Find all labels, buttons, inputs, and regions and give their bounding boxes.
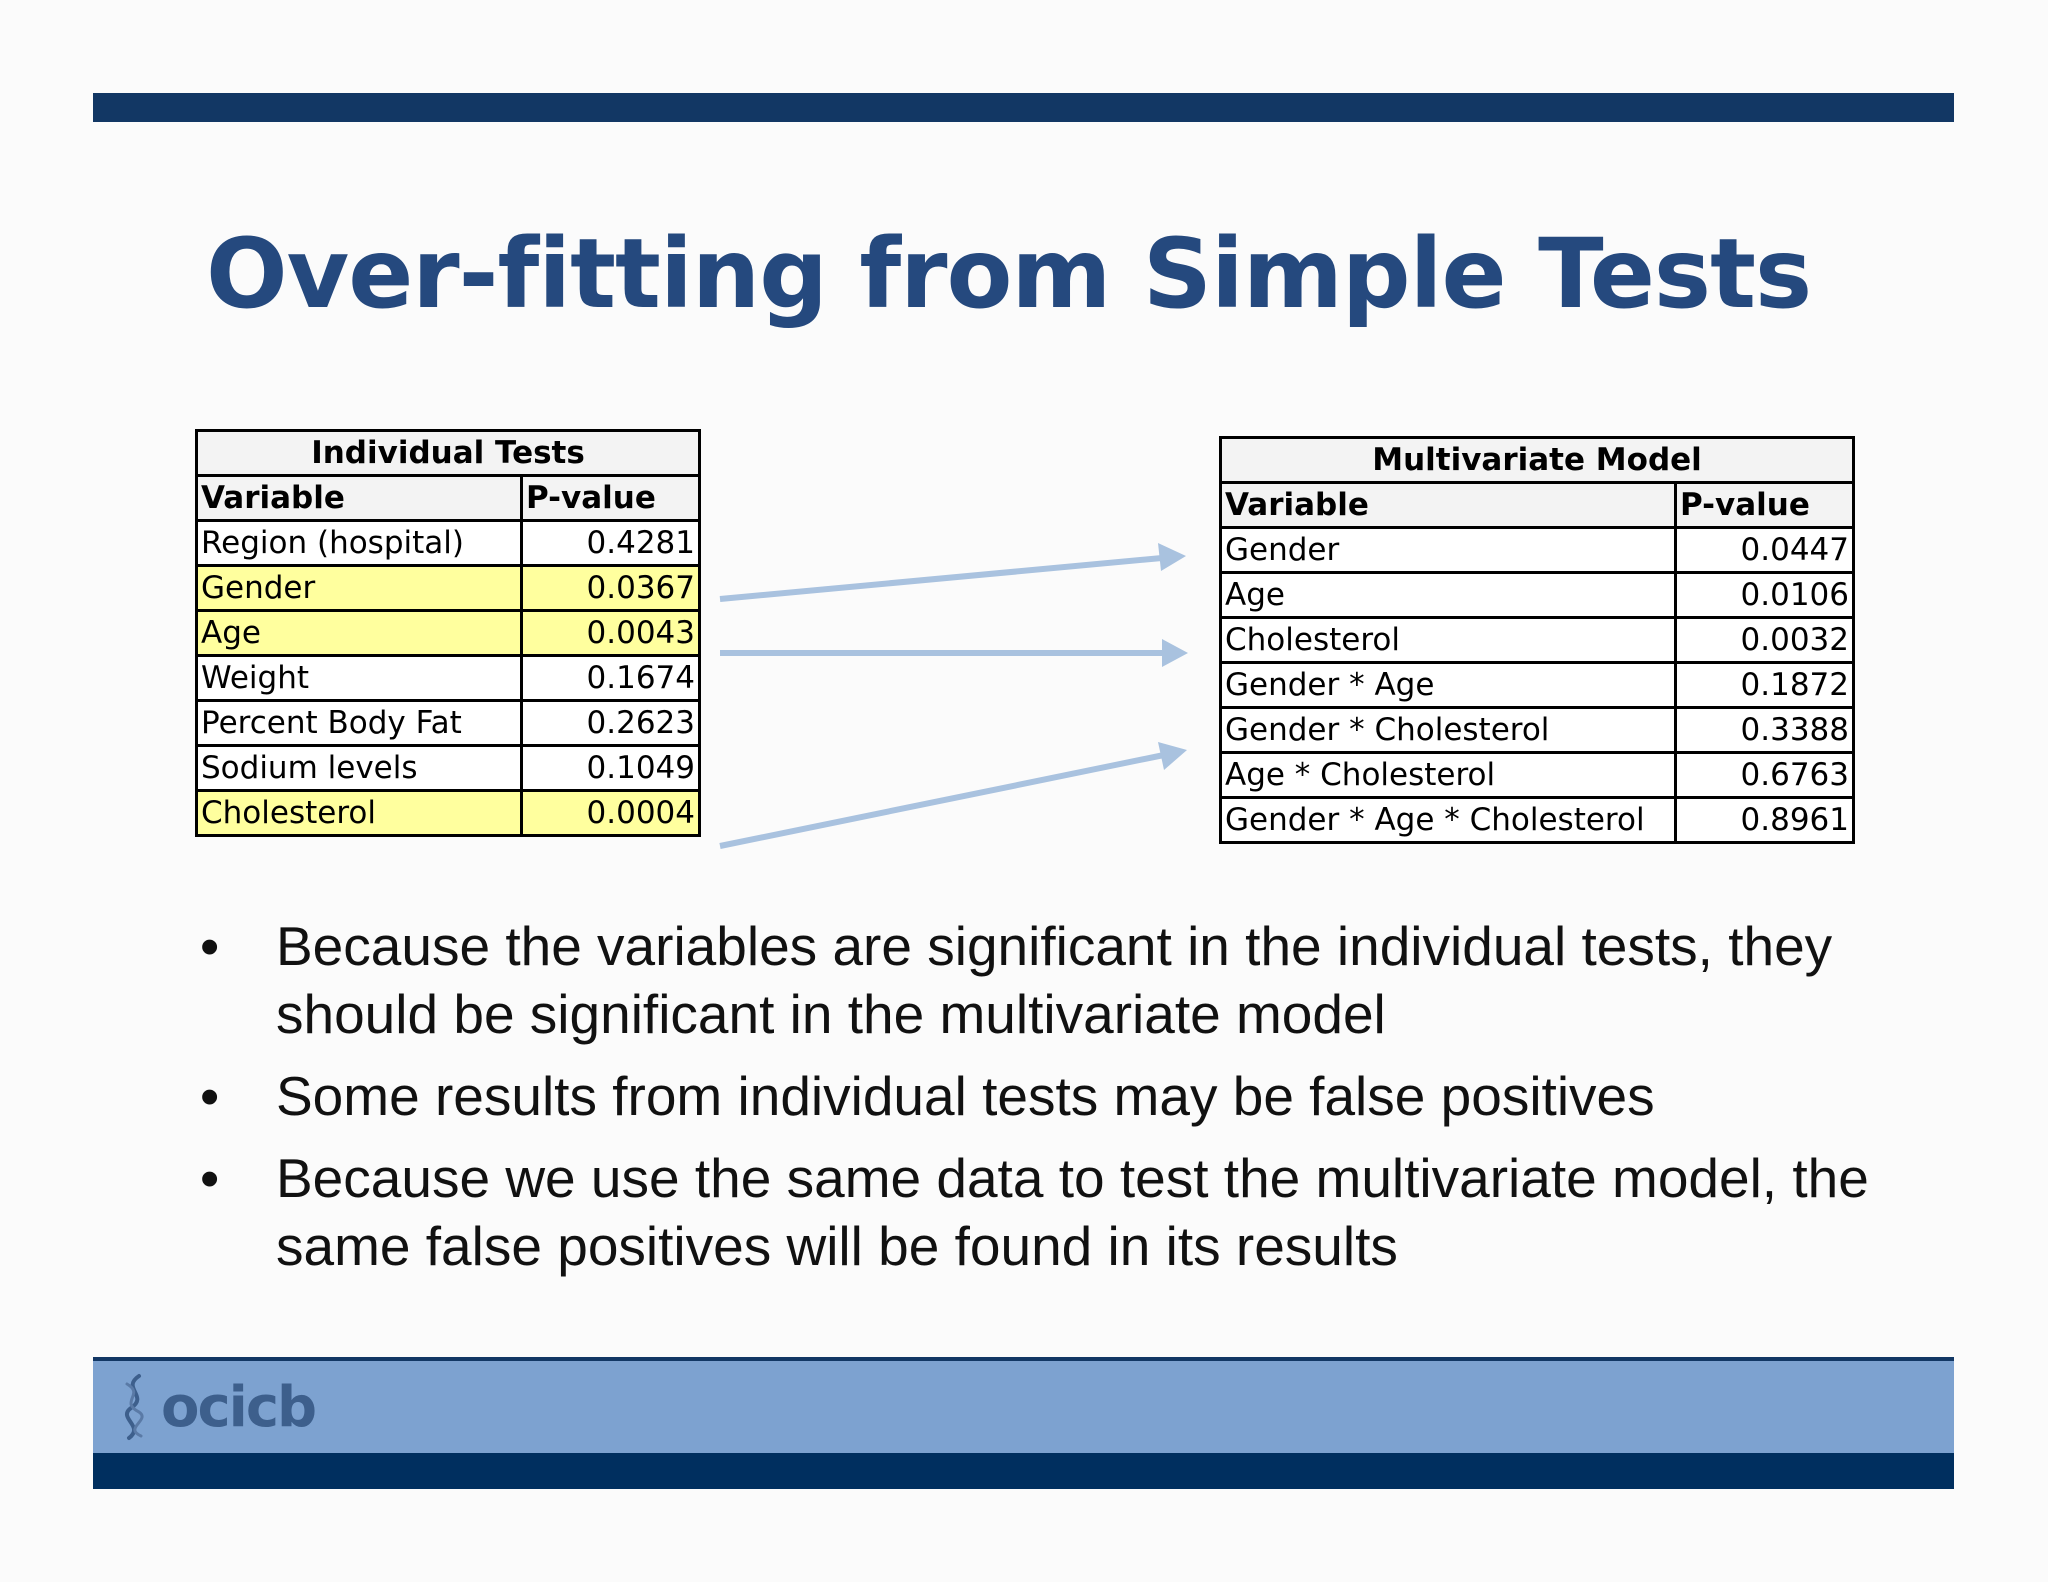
variable-cell: Gender * Age xyxy=(1221,663,1676,708)
bullet-item xyxy=(200,912,1900,1048)
column-header-p-value: P-value xyxy=(1676,483,1854,528)
arrow-age xyxy=(720,639,1188,667)
variable-cell: Weight xyxy=(197,656,522,701)
p-value-cell: 0.1049 xyxy=(522,746,700,791)
p-value-cell: 0.0106 xyxy=(1676,573,1854,618)
p-value-cell: 0.0004 xyxy=(522,791,700,836)
p-value-cell: 0.0367 xyxy=(522,566,700,611)
bullet-dot: • xyxy=(200,1147,220,1209)
variable-cell: Gender xyxy=(197,566,522,611)
p-value-cell: 0.6763 xyxy=(1676,753,1854,798)
p-value-cell: 0.1872 xyxy=(1676,663,1854,708)
table-caption: Multivariate Model xyxy=(1221,438,1854,483)
variable-cell: Gender * Age * Cholesterol xyxy=(1221,798,1676,843)
p-value-cell: 0.1674 xyxy=(522,656,700,701)
variable-cell: Cholesterol xyxy=(1221,618,1676,663)
bullet-item xyxy=(200,1144,1900,1280)
bullet-list xyxy=(200,912,1900,1294)
bullet-text: Because we use the same data to test the multivariate model, the same false positives will be found in its results xyxy=(276,1147,1869,1277)
variable-cell: Sodium levels xyxy=(197,746,522,791)
bullet-dot: • xyxy=(200,915,220,977)
ocicb-logo xyxy=(115,1372,315,1442)
variable-cell: Gender xyxy=(1221,528,1676,573)
p-value-cell: 0.8961 xyxy=(1676,798,1854,843)
column-header-variable: Variable xyxy=(197,476,522,521)
p-value-cell: 0.0043 xyxy=(522,611,700,656)
bullet-text: Some results from individual tests may be false positives xyxy=(276,1065,1655,1127)
arrow-gender xyxy=(720,543,1186,599)
bullet-item xyxy=(200,1062,1900,1130)
p-value-cell: 0.2623 xyxy=(522,701,700,746)
arrow-cholesterol xyxy=(720,742,1187,846)
table-caption: Individual Tests xyxy=(197,431,700,476)
slide-title: Over-fitting from Simple Tests xyxy=(206,218,1812,330)
logo-text: ocicb xyxy=(161,1374,316,1440)
variable-cell: Age xyxy=(197,611,522,656)
p-value-cell: 0.4281 xyxy=(522,521,700,566)
p-value-cell: 0.0447 xyxy=(1676,528,1854,573)
p-value-cell: 0.3388 xyxy=(1676,708,1854,753)
bullet-dot: • xyxy=(200,1065,220,1127)
footer-band xyxy=(93,1357,1954,1453)
variable-cell: Percent Body Fat xyxy=(197,701,522,746)
column-header-p-value: P-value xyxy=(522,476,700,521)
variable-cell: Age * Cholesterol xyxy=(1221,753,1676,798)
p-value-cell: 0.0032 xyxy=(1676,618,1854,663)
variable-cell: Region (hospital) xyxy=(197,521,522,566)
footer-bar xyxy=(93,1453,1954,1489)
dna-helix-icon xyxy=(115,1372,157,1442)
variable-cell: Cholesterol xyxy=(197,791,522,836)
bullet-text: Because the variables are significant in the individual tests, they should be significant in the multivariate model xyxy=(276,915,1833,1045)
column-header-variable: Variable xyxy=(1221,483,1676,528)
variable-cell: Gender * Cholesterol xyxy=(1221,708,1676,753)
variable-cell: Age xyxy=(1221,573,1676,618)
